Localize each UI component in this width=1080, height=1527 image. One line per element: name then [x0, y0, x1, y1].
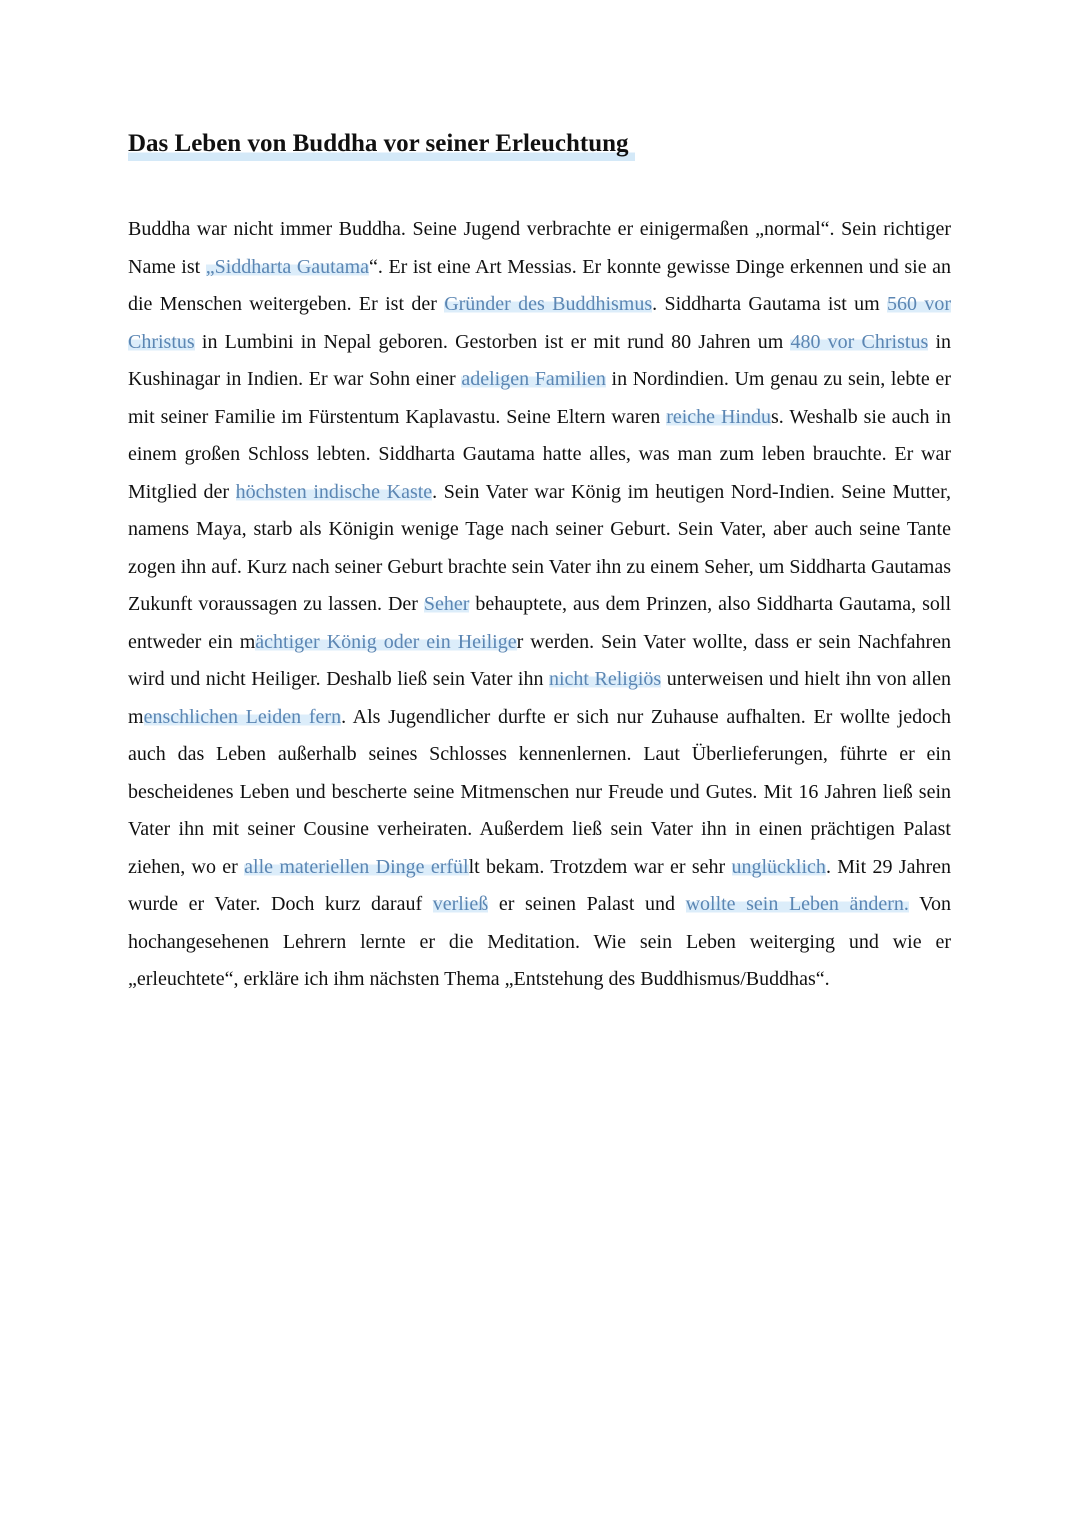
highlighted-text: ächtiger König oder ein Heilige	[255, 630, 517, 653]
text-segment: in Lumbini in Nepal geboren. Gestorben ist er mit rund 80 Jahren um	[194, 330, 791, 353]
text-segment: . Siddharta Gautama ist um	[652, 293, 887, 315]
highlighted-text: wollte sein Leben ändern.	[685, 893, 909, 915]
text-segment: in Kushinagar in Indien. Er war Sohn einer	[128, 330, 951, 390]
title-text: Das Leben von Buddha vor seiner Erleuchtung	[128, 130, 635, 161]
highlighted-text: nicht Religiös	[549, 668, 662, 690]
document-title	[128, 126, 635, 162]
body-paragraph	[128, 211, 951, 999]
text-segment: lt bekam. Trotzdem war er sehr	[468, 855, 732, 878]
highlighted-text: reiche Hindu	[666, 405, 771, 428]
text-segment: “. Er ist eine Art Messias. Er konnte gewisse Dinge erkennen und sie an die Menschen weitergeben. Er ist der	[128, 255, 951, 315]
highlighted-text: alle materiellen Dinge erfül	[244, 855, 469, 878]
text-segment: . Sein Vater war König im heutigen Nord-Indien. Seine Mutter, namens Maya, starb als Königin wenige Tage nach seiner Geburt. Sein Vater, aber auch seine Tante zogen ihn auf. Kurz nach seiner Geburt brachte sein Vater ihn zu einem Seher, um Siddharta Gautamas Zukunft voraussagen zu lassen. Der	[128, 480, 951, 615]
highlighted-text: „Siddharta Gautama	[205, 255, 370, 278]
highlighted-text: adeligen Familien	[461, 368, 606, 390]
highlighted-text: Gründer des Buddhismus	[444, 293, 653, 315]
text-segment: . Mit 29 Jahren wurde er Vater. Doch kurz darauf	[128, 855, 952, 915]
text-segment: s. Weshalb sie auch in einem großen Schloss lebten. Siddharta Gautama hatte alles, was man zum leben brauchte. Er war Mitglied der	[128, 405, 951, 503]
text-segment: Buddha war nicht immer Buddha. Seine Jugend verbrachte er einigermaßen „normal“. Sein richtiger Name ist	[128, 218, 951, 278]
highlighted-text: höchsten indische Kaste	[235, 480, 433, 503]
text-segment: Von hochangesehenen Lehrern lernte er die Meditation. Wie sein Leben weiterging und wie er „erleuchtete“, erkläre ich ihm nächsten Thema „Entstehung des Buddhismus/Buddhas“.	[128, 893, 952, 990]
text-segment: behauptete, aus dem Prinzen, also Siddharta Gautama, soll entweder ein m	[128, 593, 952, 653]
text-segment: in Nordindien. Um genau zu sein, lebte er mit seiner Familie im Fürstentum Kaplavastu. Seine Eltern waren	[128, 368, 951, 428]
highlighted-text: enschlichen Leiden fern	[143, 705, 342, 728]
highlighted-text: unglücklich	[731, 855, 826, 878]
highlighted-text: verließ	[432, 893, 489, 915]
text-segment: r werden. Sein Vater wollte, dass er sein Nachfahren wird und nicht Heiliger. Deshalb ließ sein Vater ihn	[128, 630, 952, 690]
text-segment: . Als Jugendlicher durfte er sich nur Zuhause aufhalten. Er wollte jedoch auch das Leben außerhalb seines Schlosses kennenlernen. Laut Überlieferungen, führte er ein bescheidenes Leben und bescherte seine Mitmenschen nur Freude und Gutes. Mit 16 Jahren ließ sein Vater ihn mit seiner Cousine verheiraten. Außerdem ließ sein Vater ihn in einen prächtigen Palast ziehen, wo er	[128, 705, 951, 878]
text-segment: er seinen Palast und	[488, 893, 686, 915]
highlighted-text: 480 vor Christus	[790, 330, 929, 353]
highlighted-text: 560 vor Christus	[128, 293, 951, 353]
text-segment: unterweisen und hielt ihn von allen m	[128, 668, 951, 728]
highlighted-text: Seher	[423, 593, 470, 615]
